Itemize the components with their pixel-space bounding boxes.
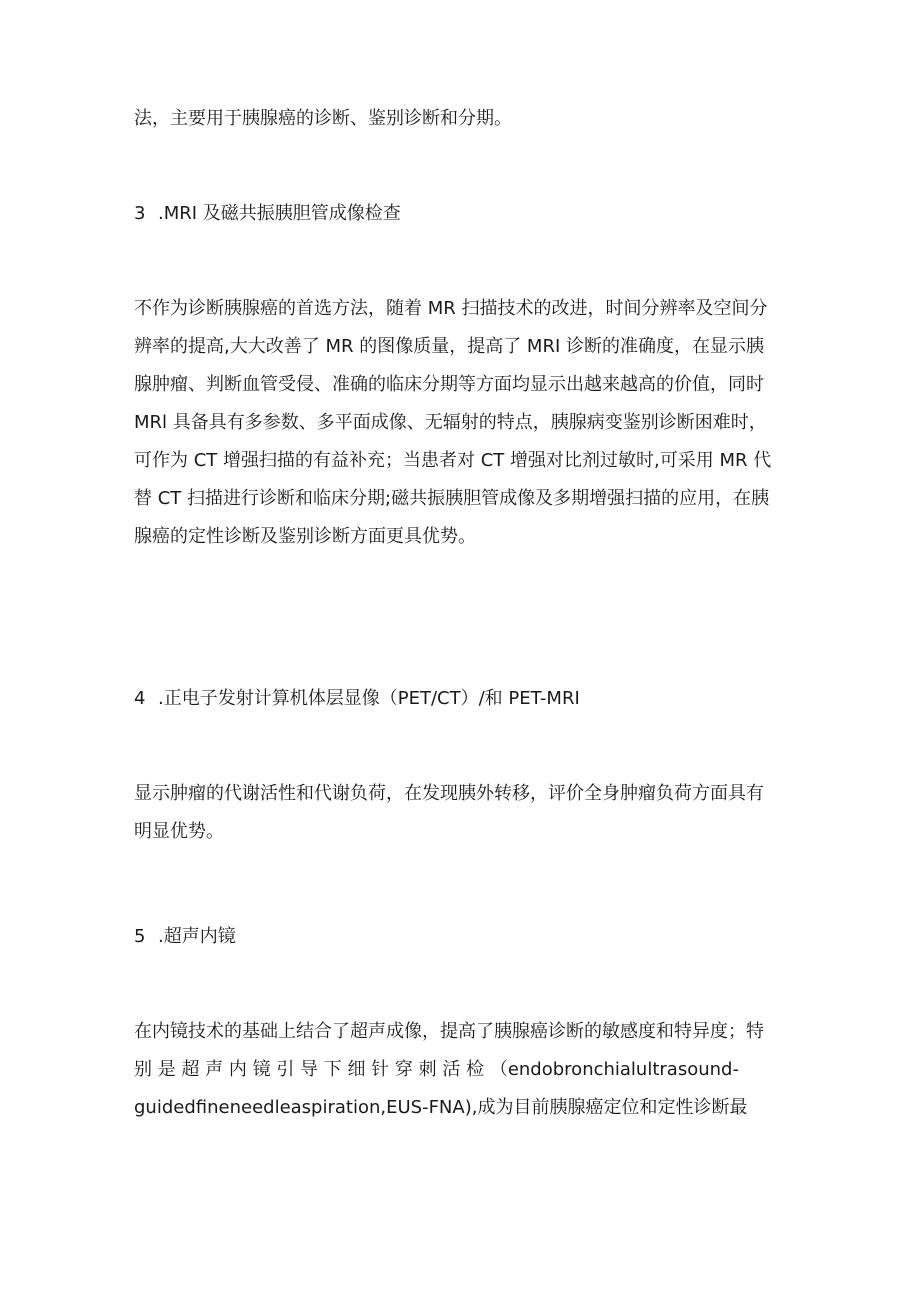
heading-text: .MRI 及磁共振胰胆管成像检查 xyxy=(158,203,401,224)
heading-text: .超声内镜 xyxy=(158,926,236,947)
heading-number: 5 xyxy=(134,926,146,947)
text-line: 腺癌的定性诊断及鉴别诊断方面更具优势。 xyxy=(134,526,476,547)
text-line: 替 CT 扫描进行诊断和临床分期;磁共振胰胆管成像及多期增强扫描的应用，在胰 xyxy=(134,488,770,509)
text-line: 别 是 超 声 内 镜 引 导 下 细 针 穿 刺 活 检 （endobronchialultrasound- xyxy=(134,1059,739,1080)
text-line: 辨率的提高,大大改善了 MR 的图像质量，提高了 MRI 诊断的准确度，在显示胰 xyxy=(134,336,764,357)
text-line: guidedfineneedleaspiration,EUS-FNA),成为目前胰腺癌定位和定性诊断最 xyxy=(134,1097,748,1118)
section-heading-5 xyxy=(134,918,794,956)
text-line: 显示肿瘤的代谢活性和代谢负荷，在发现胰外转移，评价全身肿瘤负荷方面具有 xyxy=(134,783,764,804)
text-line: 在内镜技术的基础上结合了超声成像，提高了胰腺癌诊断的敏感度和特异度；特 xyxy=(134,1021,764,1042)
text-line: 明显优势。 xyxy=(134,821,224,842)
text-line: 腺肿瘤、判断血管受侵、准确的临床分期等方面均显示出越来越高的价值，同时 xyxy=(134,374,764,395)
text-line: 法，主要用于胰腺癌的诊断、鉴别诊断和分期。 xyxy=(134,108,512,129)
heading-text: .正电子发射计算机体层显像（PET/CT）/和 PET-MRI xyxy=(158,688,580,709)
paragraph-mri xyxy=(134,290,794,556)
section-heading-3 xyxy=(134,195,794,233)
text-line: 可作为 CT 增强扫描的有益补充；当患者对 CT 增强对比剂过敏时,可采用 MR 代 xyxy=(134,450,772,471)
paragraph-intro xyxy=(134,100,794,138)
heading-number: 4 xyxy=(134,688,146,709)
heading-number: 3 xyxy=(134,203,146,224)
text-line: 不作为诊断胰腺癌的首选方法，随着 MR 扫描技术的改进，时间分辨率及空间分 xyxy=(134,298,768,319)
section-heading-4 xyxy=(134,680,794,718)
paragraph-eus xyxy=(134,1013,794,1127)
paragraph-pet xyxy=(134,775,794,851)
text-line: MRl 具备具有多参数、多平面成像、无辐射的特点，胰腺病变鉴别诊断困难时， xyxy=(134,412,767,433)
